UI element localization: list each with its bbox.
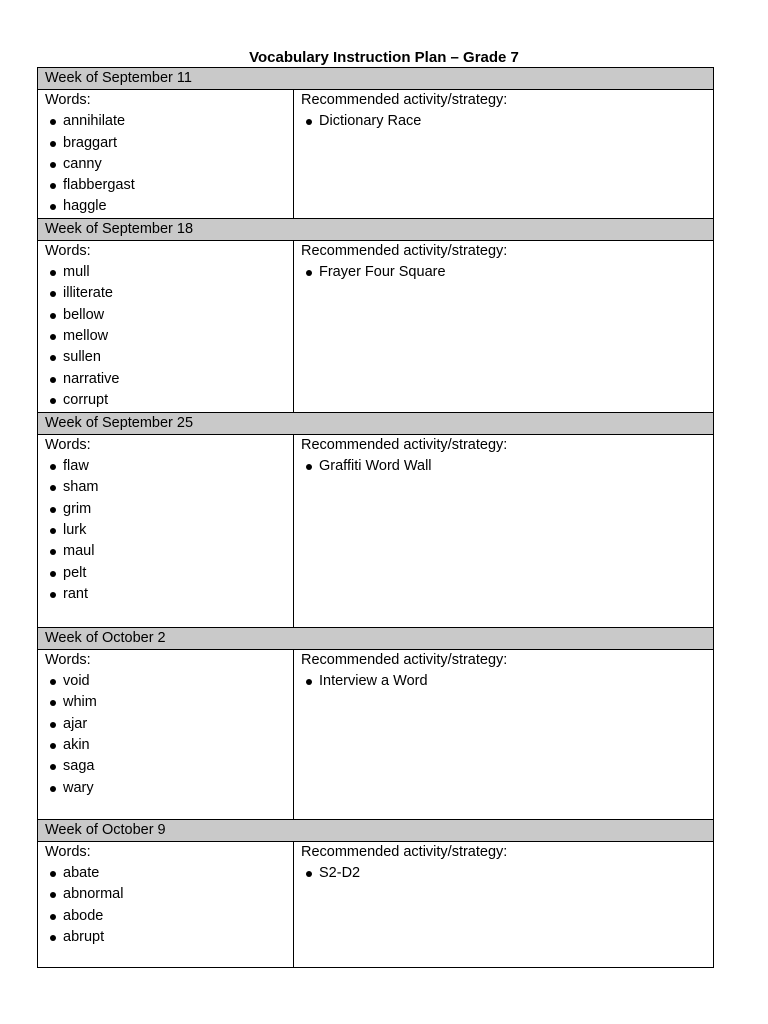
week-content-row (38, 90, 714, 219)
activity-item: Interview a Word (301, 671, 713, 692)
week-label: Week of September 25 (38, 412, 714, 434)
word-item: sullen (45, 347, 293, 368)
word-item: abnormal (45, 884, 293, 905)
word-item: rant (45, 584, 293, 605)
word-item: abate (45, 863, 293, 884)
word-item: wary (45, 778, 293, 799)
activity-list (301, 863, 713, 884)
week-content-row (38, 649, 714, 819)
word-item: maul (45, 541, 293, 562)
activity-list (301, 456, 713, 477)
activity-cell (294, 240, 714, 412)
activity-heading: Recommended activity/strategy: (301, 242, 508, 259)
activity-list (301, 111, 713, 132)
words-cell (38, 434, 294, 627)
words-heading: Words: (45, 436, 91, 453)
word-item: ajar (45, 714, 293, 735)
word-list (45, 111, 293, 217)
word-item: annihilate (45, 111, 293, 132)
word-item: narrative (45, 369, 293, 390)
week-label: Week of October 2 (38, 627, 714, 649)
activity-cell (294, 90, 714, 219)
activity-heading: Recommended activity/strategy: (301, 436, 508, 453)
document-title: Vocabulary Instruction Plan – Grade 7 (249, 49, 519, 66)
week-header-row (38, 218, 714, 240)
word-list (45, 671, 293, 799)
word-item: bellow (45, 305, 293, 326)
week-header-row (38, 412, 714, 434)
word-item: illiterate (45, 283, 293, 304)
word-item: lurk (45, 520, 293, 541)
week-header-row (38, 627, 714, 649)
week-header-row (38, 819, 714, 841)
word-item: whim (45, 692, 293, 713)
activity-cell (294, 649, 714, 819)
week-content-row (38, 240, 714, 412)
word-item: abrupt (45, 927, 293, 948)
words-cell (38, 649, 294, 819)
week-header-row (38, 68, 714, 90)
words-cell (38, 90, 294, 219)
week-label: Week of September 11 (38, 68, 714, 90)
words-cell (38, 841, 294, 967)
word-item: canny (45, 154, 293, 175)
week-label: Week of October 9 (38, 819, 714, 841)
words-heading: Words: (45, 242, 91, 259)
activity-cell (294, 841, 714, 967)
activity-heading: Recommended activity/strategy: (301, 843, 508, 860)
word-item: flabbergast (45, 175, 293, 196)
word-item: mellow (45, 326, 293, 347)
vocabulary-plan-table (37, 67, 714, 968)
word-item: pelt (45, 563, 293, 584)
word-item: flaw (45, 456, 293, 477)
word-list (45, 456, 293, 605)
words-heading: Words: (45, 843, 91, 860)
activity-heading: Recommended activity/strategy: (301, 92, 508, 108)
word-item: haggle (45, 196, 293, 217)
activity-item: S2-D2 (301, 863, 713, 884)
activity-item: Dictionary Race (301, 111, 713, 132)
activity-cell (294, 434, 714, 627)
word-list (45, 262, 293, 411)
activity-list (301, 671, 713, 692)
activity-list (301, 262, 713, 283)
words-heading: Words: (45, 651, 91, 668)
week-content-row (38, 841, 714, 967)
word-list (45, 863, 293, 948)
word-item: akin (45, 735, 293, 756)
word-item: braggart (45, 133, 293, 154)
activity-item: Frayer Four Square (301, 262, 713, 283)
word-item: void (45, 671, 293, 692)
week-label: Week of September 18 (38, 218, 714, 240)
activity-heading: Recommended activity/strategy: (301, 651, 508, 668)
word-item: saga (45, 756, 293, 777)
word-item: abode (45, 906, 293, 927)
word-item: mull (45, 262, 293, 283)
words-cell (38, 240, 294, 412)
activity-item: Graffiti Word Wall (301, 456, 713, 477)
word-item: corrupt (45, 390, 293, 411)
week-content-row (38, 434, 714, 627)
word-item: sham (45, 477, 293, 498)
words-heading: Words: (45, 92, 91, 108)
word-item: grim (45, 499, 293, 520)
